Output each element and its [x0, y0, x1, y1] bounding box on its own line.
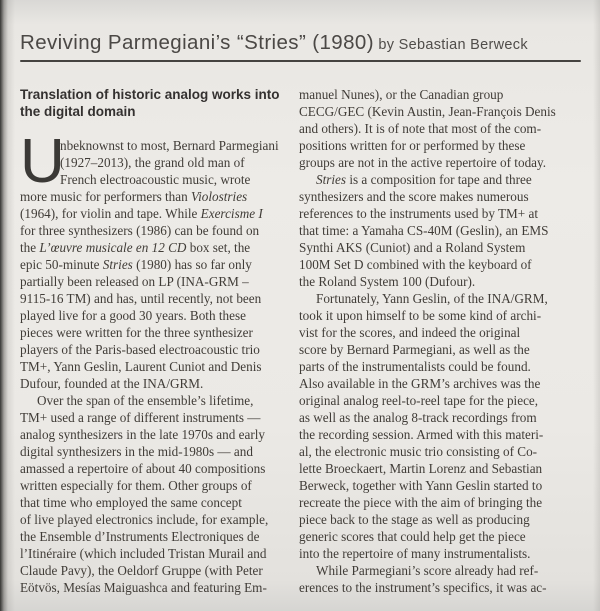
text-line: Stries is a composition for tape and three [316, 172, 532, 187]
text-line: Over the span of the ensemble’s lifetime, [37, 393, 254, 408]
text-line: Also available in the GRM’s archives was the [299, 376, 541, 391]
text-line: original analog reel-to-reel tape for the piece, [299, 393, 539, 408]
text-line: While Parmegiani’s score already had ref- [316, 563, 539, 578]
text-line: written especially for them. Other groups of [20, 478, 252, 493]
text-line: 9115-16 TM) and has, until recently, not been [20, 291, 262, 306]
text-line: analog synthesizers in the late 1970s and early [20, 427, 265, 442]
text-line: l’Itinéraire (which included Tristan Murail and [20, 546, 267, 561]
text-line: amassed a repertoire of about 40 compositions [20, 461, 266, 476]
text-line: French electroacoustic music, wrote [60, 172, 251, 187]
title-rule [20, 60, 581, 62]
text-line: TM+ used a range of different instruments — [20, 410, 261, 425]
left-column-text [20, 127, 296, 596]
text-line: references to the instruments used by TM+ at [299, 206, 539, 221]
text-line: vist for the scores, and indeed the original [299, 325, 521, 340]
text-line: pieces were written for the three synthesizer [20, 325, 253, 340]
text-line: score by Bernard Parmegiani, as well as the [299, 342, 530, 357]
article-header [20, 31, 581, 62]
text-line: the Roland System 100 (Dufour). [299, 274, 476, 289]
text-line: the Ensemble d’Instruments Electroniques de [20, 529, 260, 544]
text-line: nbeknownst to most, Bernard Parmegiani [60, 138, 279, 153]
text-line: Translation of historic analog works into [20, 87, 280, 102]
text-line: piece back to the stage as well as producing [299, 512, 530, 527]
text-line: the L’œuvre musicale en 12 CD box set, the [20, 240, 251, 255]
text-line: generic scores that could help get the piece [299, 529, 526, 544]
text-line: played live for a good 30 years. Both these [20, 308, 246, 323]
text-line: for three synthesizers (1986) can be found on [20, 223, 260, 238]
right-column [299, 86, 589, 596]
text-line: (1927–2013), the grand old man of [60, 155, 245, 170]
text-line: and others). It is of note that most of the com- [299, 121, 542, 136]
text-line: more music for performers than Violostries [20, 189, 248, 204]
drop-cap: U [20, 127, 65, 196]
page-title [20, 31, 581, 55]
article-byline: by Sebastian Berweck [378, 37, 528, 53]
text-line: Eötvös, Mesías Maiguashca and featuring Em- [20, 580, 267, 595]
text-line: as well as the analog 8-track recordings from [299, 410, 537, 425]
text-line: TM+, Yann Geslin, Laurent Cuniot and Denis [20, 359, 262, 374]
text-line: Berweck, together with Yann Geslin started to [299, 478, 543, 493]
text-line: that time: a Yamaha CS-40M (Geslin), an EMS [299, 223, 549, 238]
text-line: epic 50-minute Stries (1980) has so far only [20, 257, 252, 272]
text-line: the digital domain [20, 104, 136, 119]
text-line: erences to the instrument’s specifics, it was ac- [299, 580, 547, 595]
text-line: of live played electronics include, for example, [20, 512, 269, 527]
text-line: took it upon himself to be some kind of archi- [299, 308, 542, 323]
text-line: manuel Nunes), or the Canadian group [299, 87, 504, 102]
text-line: parts of the instrumentalists could be found. [299, 359, 531, 374]
text-line: players of the Paris-based electroacoustic trio [20, 342, 260, 357]
text-line: Synthi AKS (Cuniot) and a Roland System [299, 240, 526, 255]
text-line: 100M Set D combined with the keyboard of [299, 257, 532, 272]
right-column-text [299, 86, 589, 596]
article-title: Reviving Parmegiani’s “Stries” (1980) [20, 31, 374, 54]
text-line: the recording session. Armed with this materi- [299, 427, 544, 442]
text-line: partially been released on LP (INA-GRM – [20, 274, 249, 289]
text-line: that time who employed the same concept [20, 495, 242, 510]
text-line: Claude Pavy), the Oeldorf Gruppe (with Peter [20, 563, 263, 578]
text-line: Fortunately, Yann Geslin, of the INA/GRM, [316, 291, 548, 306]
text-line: CECG/GEC (Kevin Austin, Jean-François Denis [299, 104, 556, 119]
text-line: groups are not in the active repertoire of today. [299, 155, 547, 170]
text-line: Dufour, founded at the INA/GRM. [20, 376, 204, 391]
section-heading [20, 86, 296, 120]
text-line: synthesizers and the score makes numerous [299, 189, 529, 204]
text-line: into the repertoire of many instrumentalists. [299, 546, 531, 561]
left-column [20, 86, 296, 596]
text-line: al, the electronic music trio consisting of Co- [299, 444, 538, 459]
text-line: lette Broeckaert, Martin Lorenz and Sebastian [299, 461, 543, 476]
text-line: recreate the piece with the aim of bringing the [299, 495, 543, 510]
text-line: digital synthesizers in the mid-1980s — and [20, 444, 253, 459]
text-line: (1964), for violin and tape. While Exercisme I [20, 206, 263, 221]
text-line: positions written for or performed by these [299, 138, 526, 153]
